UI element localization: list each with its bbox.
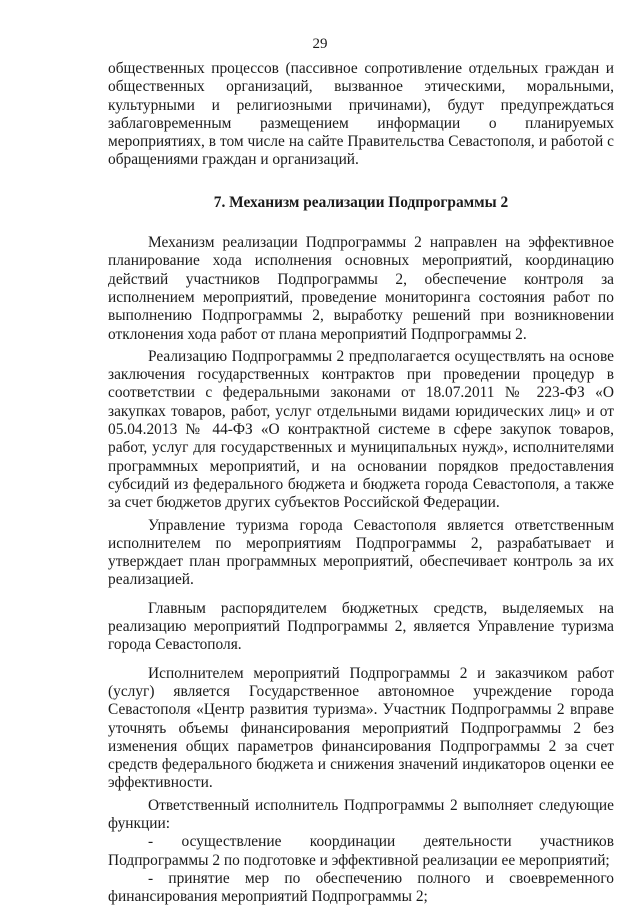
- list-item-financing: - принятие мер по обеспечению полного и своевременного финансирования мероприятий Подпрограммы 2;: [108, 869, 614, 906]
- paragraph-functions-intro: Ответственный исполнитель Подпрограммы 2 выполняет следующие функции:: [108, 796, 614, 832]
- document-body: [108, 60, 614, 906]
- section-heading: 7. Механизм реализации Подпрограммы 2: [213, 193, 509, 211]
- list-item-coordination: - осуществление координации деятельности участников Подпрограммы 2 по подготовке и эффективной реализации ее мероприятий;: [108, 833, 614, 869]
- page-number: 29: [312, 36, 328, 52]
- paragraph-responsible-executor: Управление туризма города Севастополя является ответственным исполнителем по мероприятиям Подпрограммы 2, разрабатывает и утверждает план программных мероприятий, обеспечивает контроль за их реализацией.: [108, 516, 614, 589]
- intro-paragraph: общественных процессов (пассивное сопротивление отдельных граждан и общественных организаций, вызванное этическими, моральными, культурными и религиозными причинами), будут предупреждаться заблаговременным размещением информации о планируемых мероприятиях, в том числе на сайте Правительства Севастополя, и работой с обращениями граждан и организаций.: [108, 60, 614, 169]
- paragraph-executor: Исполнителем мероприятий Подпрограммы 2 и заказчиком работ (услуг) является Государственное автономное учреждение города Севастополя «Центр развития туризма». Участник Подпрограммы 2 вправе уточнять объемы финансирования мероприятий Подпрограммы 2 без изменения общих параметров финансирования Подпрограммы 2 за счет средств федерального бюджета и снижения значений индикаторов оценки ее эффективности.: [108, 664, 614, 792]
- paragraph-budget-manager: Главным распорядителем бюджетных средств, выделяемых на реализацию мероприятий Подпрограммы 2, является Управление туризма города Севастополя.: [108, 599, 614, 654]
- paragraph-mechanism: Механизм реализации Подпрограммы 2 направлен на эффективное планирование хода исполнения основных мероприятий, координацию действий участников Подпрограммы 2, обеспечение контроля за исполнением мероприятий, проведение мониторинга состояния работ по выполнению Подпрограммы 2, выработку решений при возникновении отклонения хода работ от плана мероприятий Подпрограммы 2.: [108, 234, 614, 343]
- paragraph-contracts: Реализацию Подпрограммы 2 предполагается осуществлять на основе заключения государственных контрактов при проведении процедур в соответствии с федеральными законами от 18.07.2011 № 223-ФЗ «О закупках товаров, работ, услуг отдельными видами юридических лиц» и от 05.04.2013 № 44-ФЗ «О контрактной системе в сфере закупок товаров, работ, услуг для государственных и муниципальных нужд», исполнителями программных мероприятий, и на основании порядков предоставления субсидий из федерального бюджета и бюджета города Севастополя, а также за счет бюджетов других субъектов Российской Федерации.: [108, 347, 614, 512]
